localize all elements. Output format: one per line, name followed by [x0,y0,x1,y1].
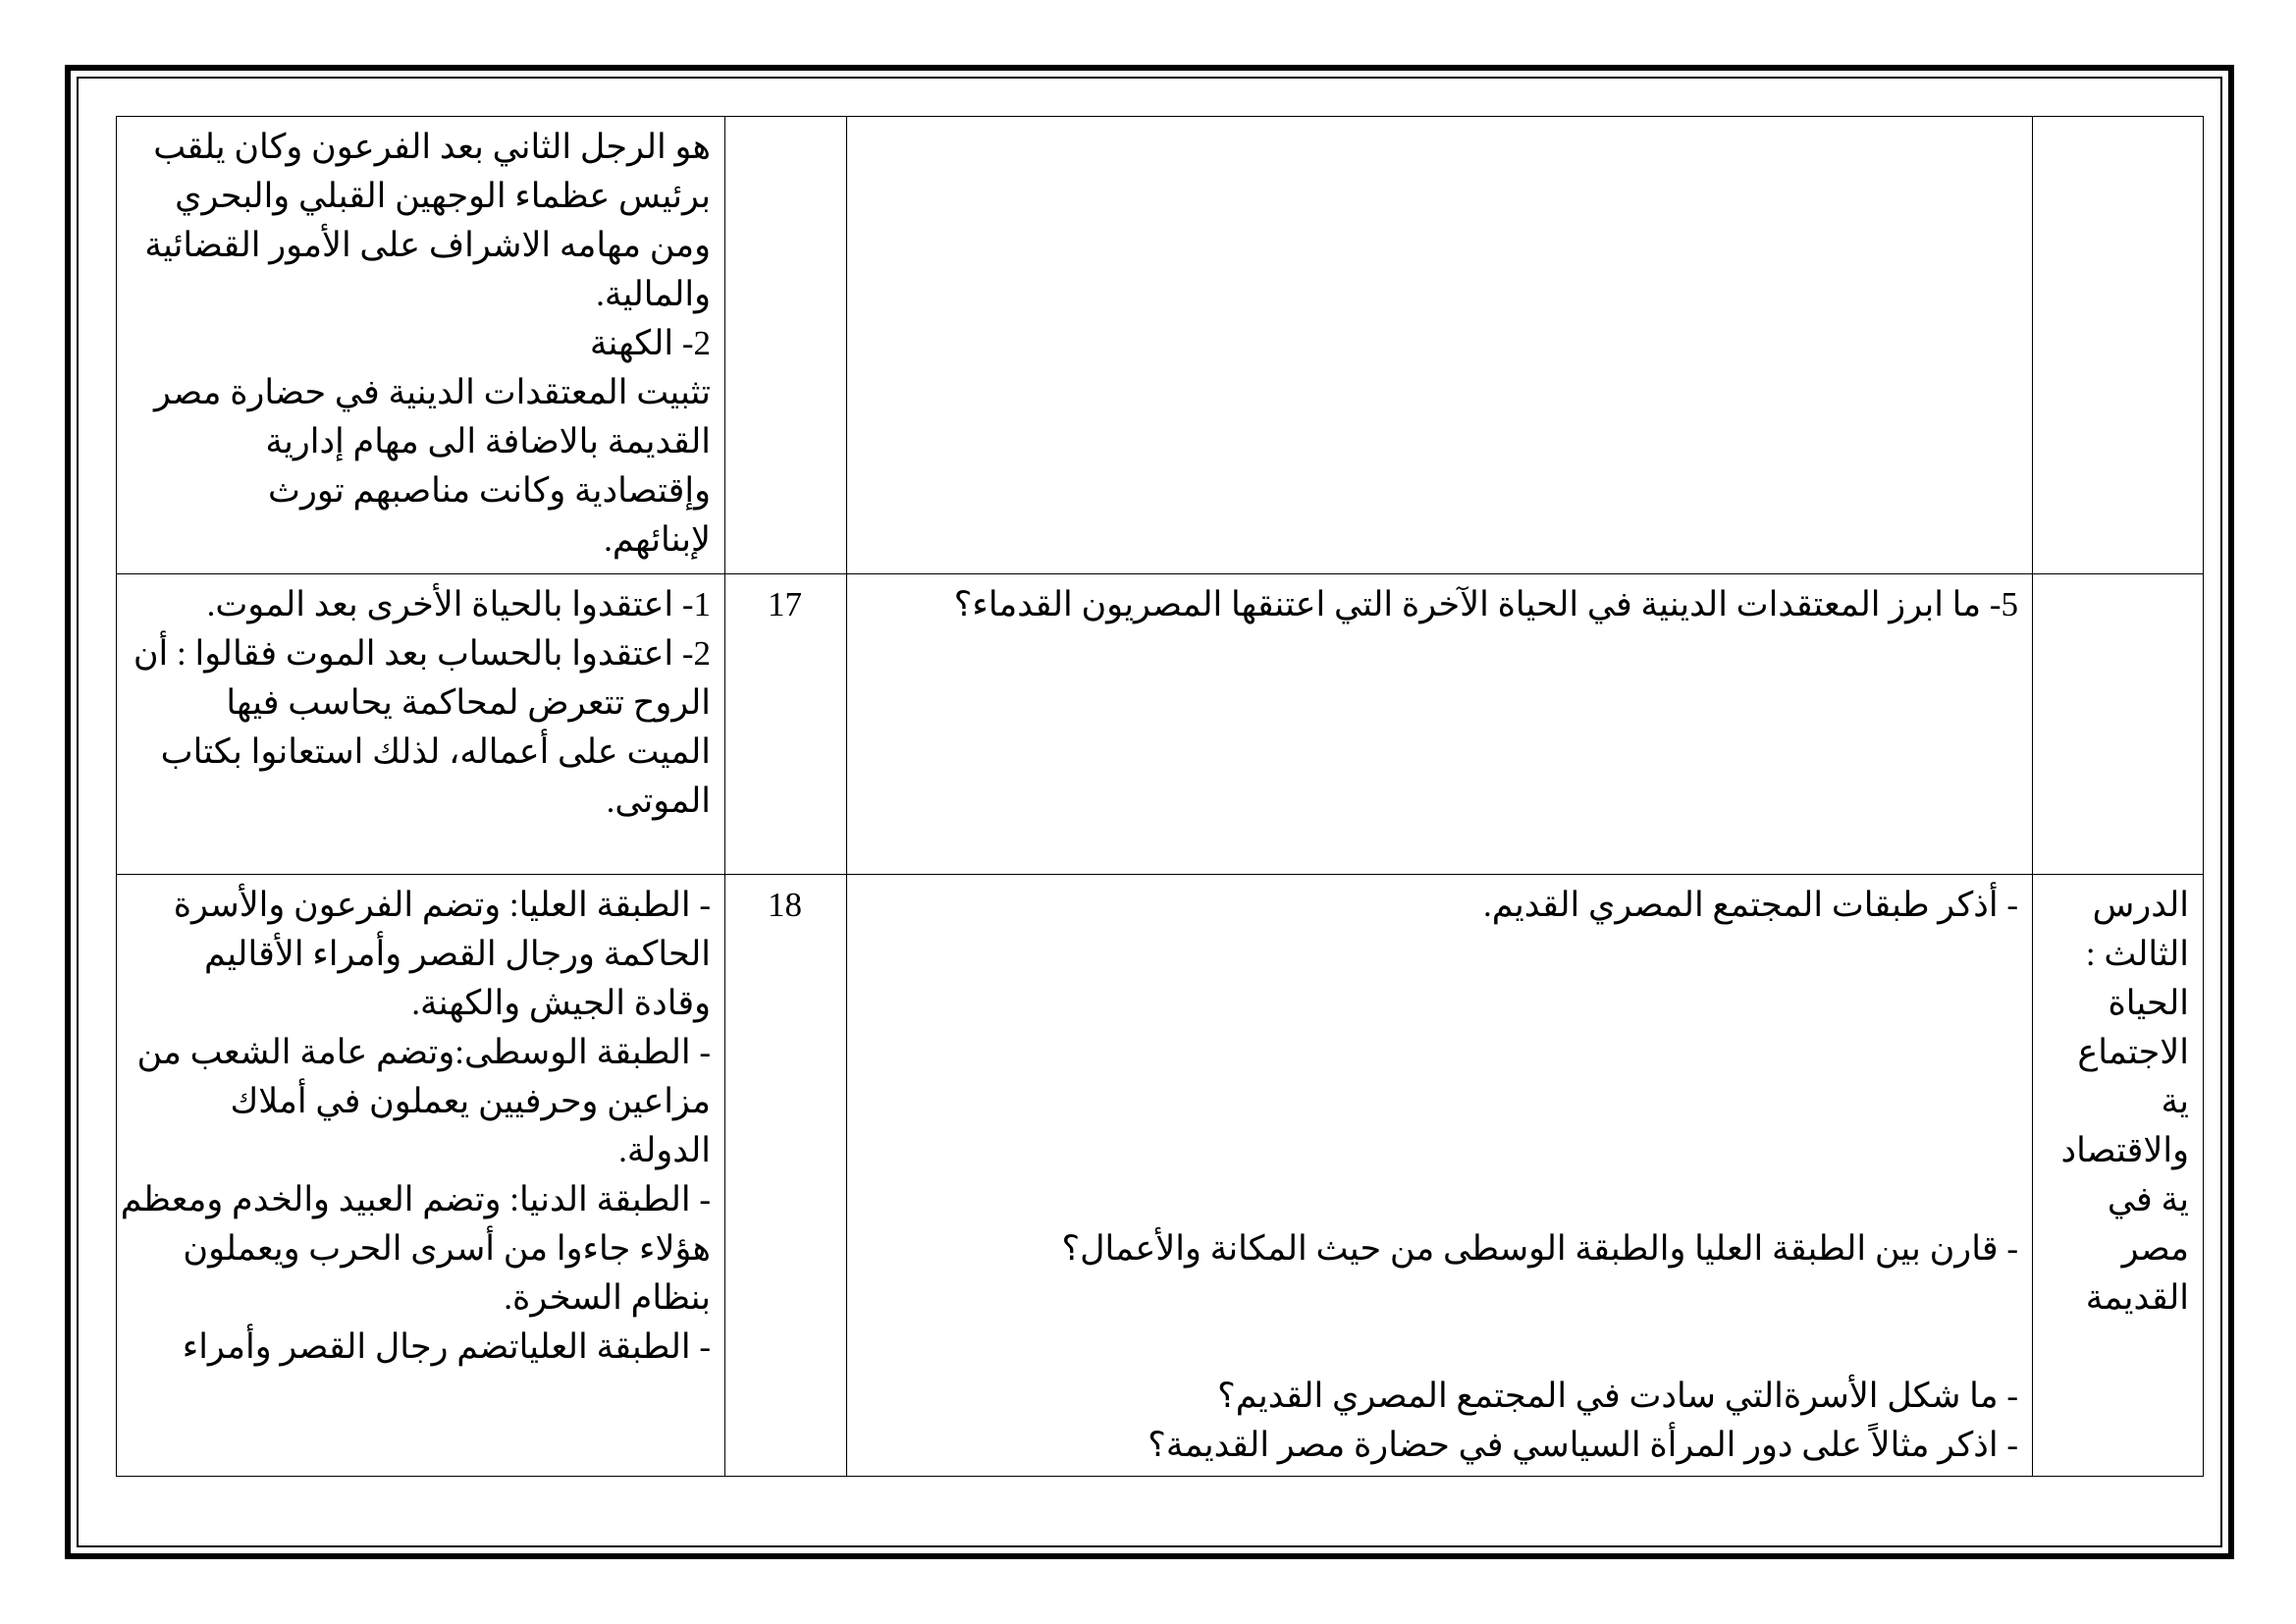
answer-line: القديمة بالاضافة الى مهام إدارية [265,422,711,460]
blank-line [859,1126,2018,1175]
answer-line: الميت على أعماله، لذلك استعانوا بكتاب [160,732,711,771]
answer-line: وقادة الجيش والكهنة. [411,984,711,1022]
answer-line: الدولة. [618,1131,711,1169]
question-number-cell [725,117,847,574]
lesson-title-line: مصر [2121,1229,2189,1268]
question-text: - ما شكل الأسرةالتي سادت في المجتمع المصري القديم؟ [1217,1377,2018,1415]
lesson-title-line: الثالث : [2085,935,2189,973]
answer-line: 1- اعتقدوا بالحياة الأخرى بعد الموت. [206,585,711,623]
table-row [117,875,2204,1477]
answer-line: - الطبقة العليا: وتضم الفرعون والأسرة [173,886,711,924]
question-cell [847,574,2033,875]
blank-line [859,930,2018,979]
answer-cell [117,574,725,875]
question-cell [847,875,2033,1477]
question-text: 5- ما ابرز المعتقدات الدينية في الحياة الآخرة التي اعتنقها المصريون القدماء؟ [953,585,2018,623]
blank-line [859,1028,2018,1077]
answer-cell [117,117,725,574]
answer-line: هو الرجل الثاني بعد الفرعون وكان يلقب [153,128,711,166]
answer-cell [117,875,725,1477]
answer-line: الروح تتعرض لمحاكمة يحاسب فيها [226,683,711,722]
answer-line: لإبنائهم. [604,520,711,559]
blank-line [859,1273,2018,1323]
answer-line: هؤلاء جاءوا من أسرى الحرب ويعملون [183,1229,711,1268]
answer-line: الموتى. [606,782,711,820]
answer-line: الحاكمة ورجال القصر وأمراء الأقاليم [203,935,711,973]
answer-line: مزاعين وحرفيين يعملون في أملاك [230,1082,711,1120]
blank-line [859,979,2018,1028]
answer-line: والمالية. [596,275,711,313]
lesson-plan-table [116,116,2204,1477]
question-cell [847,117,2033,574]
lesson-title-line: الدرس [2092,886,2189,924]
lesson-title-cell [2033,875,2204,1477]
answer-line: 2- اعتقدوا بالحساب بعد الموت فقالوا : أن [133,634,711,673]
answer-line: تثبيت المعتقدات الدينية في حضارة مصر [154,373,711,411]
blank-line [859,1175,2018,1224]
lesson-cell [2033,574,2204,875]
answer-line: - الطبقة الوسطى:وتضم عامة الشعب من [136,1033,711,1071]
question-number-cell: 18 [725,875,847,1477]
answer-line: بنظام السخرة. [504,1278,711,1317]
answer-line: - الطبقة العلياتضم رجال القصر وأمراء [182,1327,711,1366]
answer-line: ومن مهامه الاشراف على الأمور القضائية [144,226,711,264]
question-text: - اذكر مثالاً على دور المرأة السياسي في حضارة مصر القديمة؟ [1148,1426,2018,1464]
question-number-cell: 17 [725,574,847,875]
lesson-title-line: والاقتصاد [2060,1131,2189,1169]
answer-line: وإقتصادية وكانت مناصبهم تورث [268,471,711,510]
lesson-title-line: ية في [2107,1180,2189,1218]
answer-line: - الطبقة الدنيا: وتضم العبيد والخدم ومعظم [120,1180,711,1218]
lesson-title-line: القديمة [2085,1278,2189,1317]
lesson-cell [2033,117,2204,574]
table-row [117,117,2204,574]
question-text: - قارن بين الطبقة العليا والطبقة الوسطى من حيث المكانة والأعمال؟ [1061,1229,2018,1268]
answer-line: برئيس عظماء الوجهين القبلي والبحري [175,177,711,215]
answer-line: 2- الكهنة [589,324,711,362]
blank-line [859,1077,2018,1126]
lesson-title-line: ية [2161,1082,2189,1120]
lesson-title-line: الاجتماع [2077,1033,2189,1071]
table-row [117,574,2204,875]
lesson-title-line: الحياة [2108,984,2189,1022]
blank-line [859,1323,2018,1372]
question-text: - أذكر طبقات المجتمع المصري القديم. [1483,886,2018,924]
